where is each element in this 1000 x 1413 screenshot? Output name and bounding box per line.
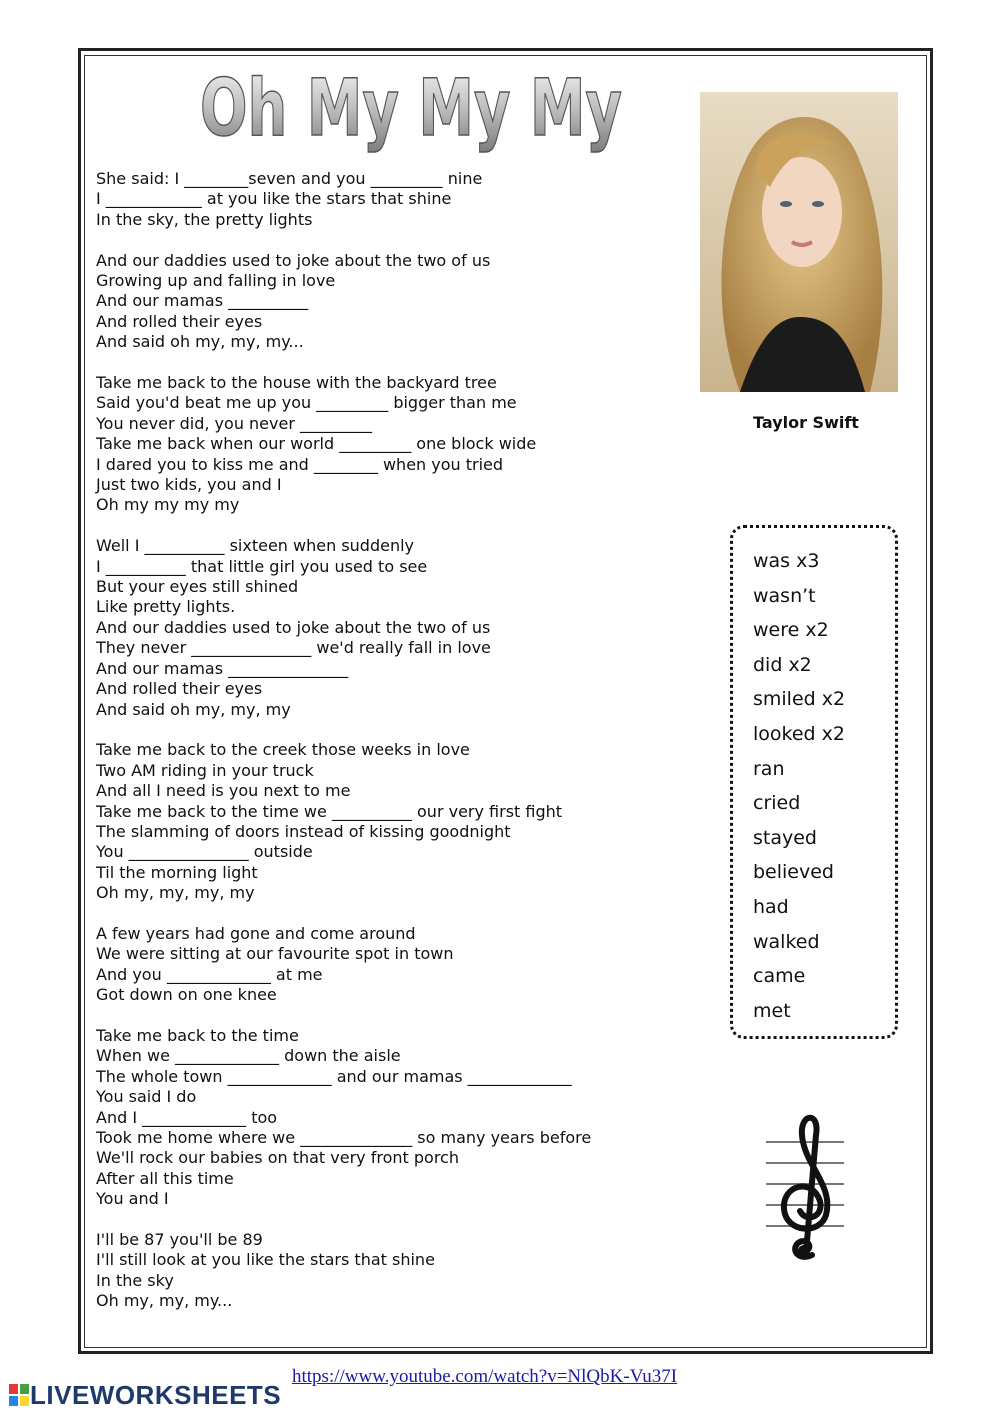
lyrics-stanza bbox=[96, 536, 686, 720]
lyrics-stanza bbox=[96, 169, 686, 230]
lyrics-line: Oh my, my, my... bbox=[96, 1291, 233, 1311]
lyrics-line: And rolled their eyes bbox=[96, 311, 263, 331]
lyrics-stanza bbox=[96, 1026, 686, 1210]
word-bank-item: walked bbox=[753, 930, 820, 953]
lyrics-line: Til the morning light bbox=[96, 862, 258, 882]
youtube-link[interactable]: https://www.youtube.com/watch?v=NlQbK-Vu37I bbox=[292, 1366, 678, 1387]
lyrics-line: You never did, you never _________ bbox=[96, 413, 372, 433]
lyrics-line: Two AM riding in your truck bbox=[96, 760, 314, 780]
worksheet-title-text: Oh My My My bbox=[200, 64, 622, 154]
lyrics-stanza bbox=[96, 251, 686, 353]
lyrics-line: A few years had gone and come around bbox=[96, 923, 416, 943]
lyrics-line: We were sitting at our favourite spot in town bbox=[96, 944, 454, 964]
lyrics-line: And our daddies used to joke about the two of us bbox=[96, 250, 491, 270]
liveworksheets-logo[interactable] bbox=[8, 1380, 281, 1410]
lyrics-stanza bbox=[96, 1230, 686, 1312]
lyrics-body bbox=[96, 169, 686, 1332]
lyrics-line: You said I do bbox=[96, 1087, 197, 1107]
lyrics-line: When we _____________ down the aisle bbox=[96, 1046, 401, 1066]
liveworksheets-logo-icon bbox=[8, 1382, 30, 1408]
lyrics-line: She said: I ________seven and you _________ nine bbox=[96, 169, 483, 188]
lyrics-line: Oh my my my my bbox=[96, 495, 240, 515]
lyrics-line: Got down on one knee bbox=[96, 985, 277, 1005]
lyrics-line: The slamming of doors instead of kissing goodnight bbox=[96, 821, 511, 841]
worksheet-title bbox=[196, 52, 636, 172]
photo-caption: Taylor Swift bbox=[753, 413, 859, 432]
lyrics-stanza bbox=[96, 740, 686, 903]
lyrics-line: Just two kids, you and I bbox=[96, 475, 282, 495]
lyrics-line: But your eyes still shined bbox=[96, 577, 299, 597]
word-bank-item: came bbox=[753, 965, 806, 988]
word-bank-item: smiled x2 bbox=[753, 688, 846, 711]
lyrics-line: After all this time bbox=[96, 1168, 234, 1188]
lyrics-line: I'll be 87 you'll be 89 bbox=[96, 1230, 263, 1250]
word-bank-box bbox=[730, 525, 898, 1039]
word-bank-item: stayed bbox=[753, 826, 817, 849]
lyrics-line: In the sky, the pretty lights bbox=[96, 209, 313, 229]
lyrics-line: And all I need is you next to me bbox=[96, 781, 351, 801]
lyrics-stanza bbox=[96, 373, 686, 516]
lyrics-line: They never _______________ we'd really fall in love bbox=[96, 638, 491, 658]
word-bank-item: had bbox=[753, 895, 789, 918]
lyrics-line: And I _____________ too bbox=[96, 1107, 278, 1127]
portrait-photo bbox=[700, 92, 898, 392]
lyrics-line: Take me back to the time we __________ our very first fight bbox=[96, 801, 563, 821]
lyrics-line: Took me home where we ______________ so many years before bbox=[96, 1128, 592, 1147]
lyrics-line: I __________ that little girl you used to see bbox=[96, 556, 428, 576]
lyrics-line: Take me back to the time bbox=[96, 1025, 299, 1045]
lyrics-line: Like pretty lights. bbox=[96, 597, 236, 617]
lyrics-line: And said oh my, my, my bbox=[96, 699, 291, 719]
lyrics-line: And our daddies used to joke about the two of us bbox=[96, 617, 491, 637]
lyrics-line: Take me back to the house with the backyard tree bbox=[96, 373, 497, 393]
lyrics-line: You _______________ outside bbox=[96, 842, 313, 862]
lyrics-line: The whole town _____________ and our mamas _____________ bbox=[96, 1066, 572, 1086]
word-bank-item: met bbox=[753, 999, 791, 1022]
word-bank-item: were x2 bbox=[753, 619, 829, 642]
lyrics-line: I'll still look at you like the stars that shine bbox=[96, 1250, 435, 1270]
lyrics-line: Oh my, my, my, my bbox=[96, 883, 255, 903]
liveworksheets-logo-text: LIVEWORKSHEETS bbox=[30, 1379, 282, 1410]
lyrics-line: Well I __________ sixteen when suddenly bbox=[96, 536, 415, 556]
lyrics-line: And our mamas __________ bbox=[96, 291, 309, 311]
lyrics-stanza bbox=[96, 924, 686, 1006]
lyrics-line: Said you'd beat me up you _________ bigger than me bbox=[96, 393, 517, 413]
lyrics-line: I ____________ at you like the stars that shine bbox=[96, 189, 452, 209]
word-bank-list bbox=[733, 528, 895, 1028]
lyrics-line: I dared you to kiss me and ________ when you tried bbox=[96, 454, 504, 474]
lyrics-line: In the sky bbox=[96, 1270, 174, 1290]
lyrics-line: We'll rock our babies on that very front porch bbox=[96, 1148, 459, 1168]
lyrics-line: Growing up and falling in love bbox=[96, 271, 336, 291]
word-bank-item: wasn’t bbox=[753, 584, 816, 607]
lyrics-line: Take me back to the creek those weeks in love bbox=[96, 740, 470, 760]
lyrics-line: Take me back when our world _________ one block wide bbox=[96, 434, 537, 454]
word-bank-item: looked x2 bbox=[753, 722, 845, 745]
lyrics-line: And our mamas _______________ bbox=[96, 658, 349, 678]
word-bank-item: did x2 bbox=[753, 653, 812, 676]
word-bank-item: was x3 bbox=[753, 550, 820, 572]
word-bank-item: believed bbox=[753, 861, 834, 884]
word-bank-item: ran bbox=[753, 757, 785, 780]
treble-clef-icon bbox=[760, 1105, 850, 1265]
lyrics-line: You and I bbox=[96, 1189, 169, 1209]
lyrics-line: And you _____________ at me bbox=[96, 964, 323, 984]
lyrics-line: And rolled their eyes bbox=[96, 679, 263, 699]
word-bank-item: cried bbox=[753, 792, 801, 815]
lyrics-line: And said oh my, my, my... bbox=[96, 332, 304, 352]
